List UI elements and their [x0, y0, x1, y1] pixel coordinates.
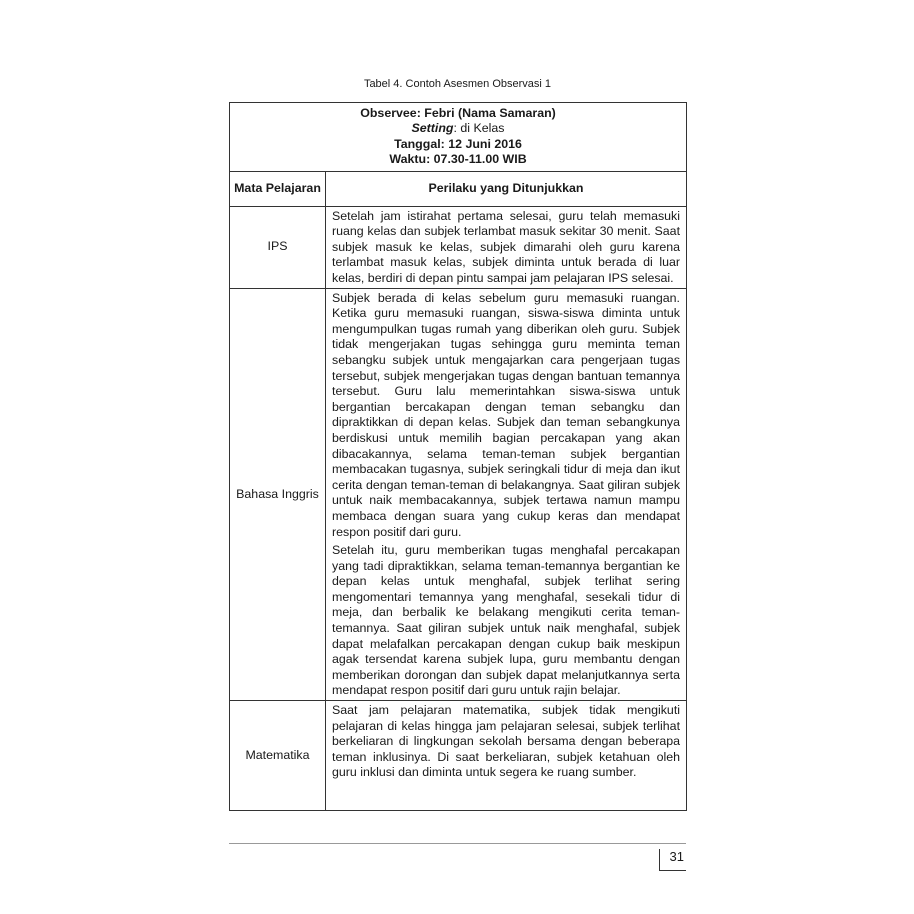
table-caption: Tabel 4. Contoh Asesmen Observasi 1	[363, 78, 552, 90]
subject-cell: Bahasa Inggris	[230, 288, 326, 700]
observation-header	[230, 103, 687, 172]
time-line: Waktu: 07.30-11.00 WIB	[389, 152, 527, 167]
column-header-row	[230, 171, 687, 206]
column-header-subject: Mata Pelajaran	[230, 171, 326, 206]
setting-line	[236, 121, 680, 136]
behavior-paragraph: Saat jam pelajaran matematika, subjek tidak mengikuti pelajaran di kelas hingga jam pelajaran selesai, subjek terlihat berkeliaran di lingkungan sekolah bersama dengan beberapa teman inklusinya. Di saat berkeliaran, subjek ketahuan oleh guru inklusi dan diminta untuk segera ke ruang sumber.	[332, 703, 681, 780]
behavior-paragraph: Subjek berada di kelas sebelum guru memasuki ruangan. Ketika guru memasuki ruangan, siswa-siswa diminta untuk mengumpulkan tugas rumah yang diberikan oleh guru. Subjek tidak mengerjakan tugas sehingga guru meminta teman sebangku subjek untuk mengajarkan cara pengerjaan tugas tersebut, subjek mengerjakan tugas dengan bantuan temannya tersebut. Guru lalu memerintahkan siswa-siswa untuk bergantian bercakapan dengan teman sebangku dan dipraktikkan di depan kelas. Subjek dan teman sebangkunya berdiskusi untuk memilih bagian percakapan yang akan dibacakannya, selama teman-teman subjek bergantian membacakan tugasnya, subjek seringkali tidur di meja dan ikut cerita dengan teman-teman di belakangnya. Saat giliran subjek untuk naik membacakannya, subjek tertawa namun mampu membaca dengan suara yang cukup keras dan mendapat respon positif dari guru.	[332, 290, 681, 539]
column-header-behavior: Perilaku yang Ditunjukkan	[326, 171, 687, 206]
setting-label: Setting	[411, 121, 454, 136]
page-number: 31	[659, 849, 686, 871]
table-row	[230, 701, 687, 811]
subject-cell: IPS	[230, 206, 326, 288]
table-header-row	[230, 103, 687, 172]
subject-cell: Matematika	[230, 701, 326, 811]
behavior-cell	[326, 701, 687, 811]
table-row	[230, 288, 687, 700]
observation-table	[229, 102, 687, 811]
table-row	[230, 206, 687, 288]
behavior-cell	[326, 288, 687, 700]
setting-value: : di Kelas	[453, 121, 505, 136]
behavior-paragraph: Setelah itu, guru memberikan tugas menghafal percakapan yang tadi dipraktikkan, selama teman-temannya bergantian ke depan kelas untuk menghafal, subjek terlihat sering mengomentari temannya yang menghafal, sesekali tidur di meja, dan berbalik ke belakang mengikuti cerita teman-temannya. Saat giliran subjek untuk naik menghafal, subjek dapat melafalkan percakapan dengan cukup baik meskipun agak tersendat karena subjek lupa, guru membantu dengan memberikan dorongan dan subjek dapat melanjutkannya serta mendapat respon positif dari guru untuk rajin belajar.	[332, 543, 681, 698]
behavior-cell	[326, 206, 687, 288]
date-line: Tanggal: 12 Juni 2016	[394, 136, 522, 151]
footer-divider	[229, 843, 686, 844]
observee-line: Observee: Febri (Nama Samaran)	[360, 106, 556, 120]
behavior-paragraph: Setelah jam istirahat pertama selesai, guru telah memasuki ruang kelas dan subjek terlambat masuk sekitar 30 menit. Saat subjek masuk ke kelas, subjek dimarahi oleh guru karena terlambat masuk kelas, subjek diminta untuk berada di luar kelas, berdiri di depan pintu sampai jam pelajaran IPS selesai.	[332, 208, 681, 285]
